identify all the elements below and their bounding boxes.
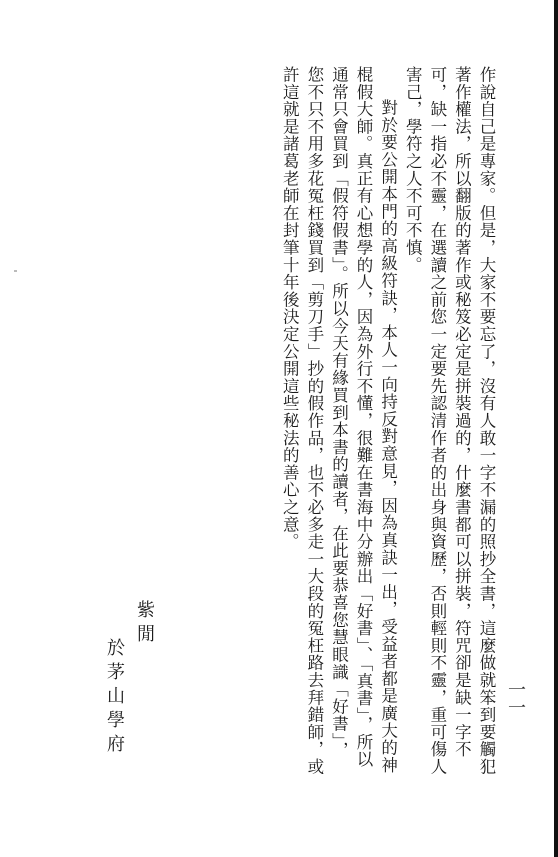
paragraph-1: 作說自己是專家。但是，大家不要忘了，沒有人敢一字不漏的照抄全書，這麼做就笨到要觸犯著作權法，所以翻版的著作或秘笈必定是拼裝過的，什麼書都可以拼裝，符咒卻是缺一字不可，缺一指必不靈，在選讀之前您一定要先認清作者的出身與資歷，否則輕則不靈，重可傷人害己，學符之人不可不慎。 — [403, 66, 496, 776]
signature-place-block — [102, 630, 148, 758]
signature-name: 紫閒 — [134, 600, 155, 648]
body-text — [277, 66, 498, 776]
page-number: 一一 — [505, 680, 526, 716]
page-edge — [554, 0, 558, 857]
signature-place: 於茅山學府 — [104, 638, 125, 758]
paragraph-2: 對於要公開本門的高級符訣，本人一向持反對意見，因為真訣一出，受益者都是廣大的神棍假大師。真正有心想學的人，因為外行不懂，很難在書海中分辦出「好書」、「真書」，所以通常只會買到「假符假書」。所以今天有緣買到本書的讀者，在此要恭喜您慧眼識「好書」，您不只不用多花冤枉錢買到「剪刀手」抄的假作品，也不必多走一大段的冤枉路去拜錯師，或許這就是諸葛老師在封筆十年後決定公開這些秘法的善心之意。 — [280, 66, 398, 776]
scan-speck — [14, 270, 17, 272]
